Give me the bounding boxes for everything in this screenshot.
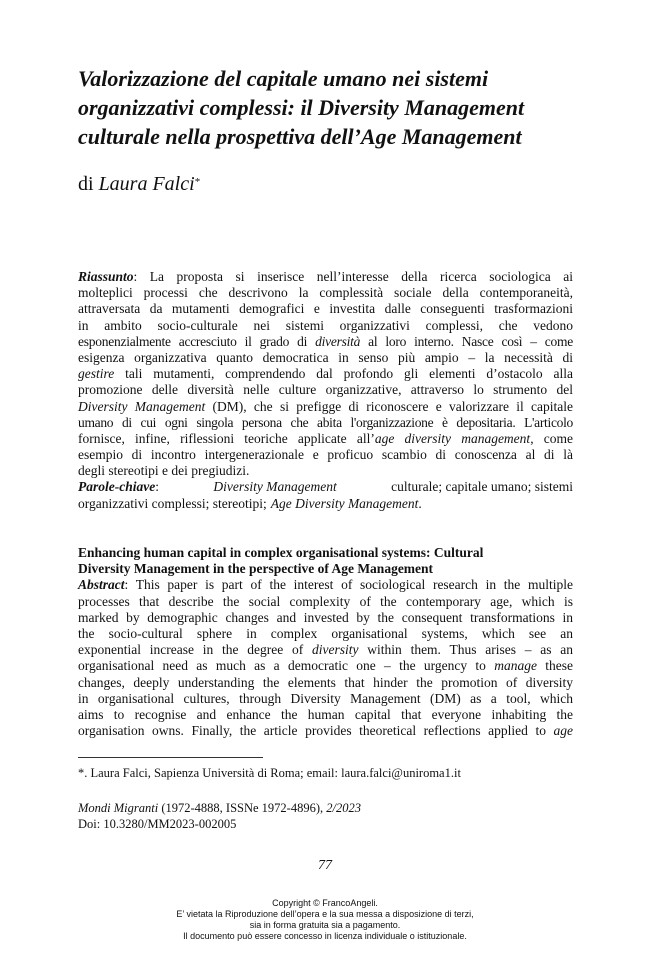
riassunto-label: Riassunto	[78, 269, 134, 284]
text-line: changes, deeply understanding the elements that hinder the promotion of diversity	[78, 674, 573, 690]
page-number: 77	[318, 858, 332, 873]
english-title-line: Enhancing human capital in complex organisational systems: Cultural	[78, 545, 484, 560]
text-line: organisational need as much as a democratic one – the urgency to manage these	[78, 658, 573, 674]
author-footnote-mark: *	[194, 176, 201, 188]
text-line: molteplici processi che descrivono la complessità sociale della contemporaneità,	[78, 285, 573, 301]
abstract-label: Abstract	[78, 577, 125, 593]
keywords-line: Parole-chiave: Diversity Management culturale; capitale umano; sistemi	[78, 479, 573, 495]
journal-line: Mondi Migranti (1972-4888, ISSNe 1972-4896), 2/2023	[78, 801, 361, 815]
author-line	[78, 172, 200, 196]
author-prefix: di	[78, 173, 94, 195]
text-line: marked by demographic changes and invested by the consequent transformations in	[78, 609, 573, 625]
paper-title	[78, 64, 598, 151]
keywords-line: organizzativi complessi; stereotipi; Age Diversity Management.	[78, 495, 422, 511]
copyright-line: E’ vietata la Riproduzione dell’opera e la sua messa a disposizione di terzi,	[176, 909, 474, 919]
text-line: organisation owns. Finally, the article provides theoretical reflections applied to age	[78, 723, 574, 739]
author-name: Laura Falci	[98, 173, 195, 195]
text-line: in organisational cultures, through Diversity Management (DM) as a tool, which	[78, 690, 573, 706]
text-line: Abstract: This paper is part of the interest of sociological research in the multiple	[78, 577, 573, 593]
text-line: processes that describe the social complexity of the contemporary age, which is	[78, 593, 573, 609]
keywords-label: Parole-chiave	[78, 479, 156, 495]
abstract-section	[78, 545, 573, 739]
text-line: esigenza organizzativa quanto democratica in senso più ampio – la necessità di	[78, 349, 573, 365]
text-line: degli stereotipi e dei pregiudizi.	[78, 463, 250, 479]
text-line: the socio-cultural sphere in complex organisational systems, which see an	[78, 625, 573, 641]
copyright-line: Copyright © FrancoAngeli.	[272, 898, 378, 908]
riassunto-section	[78, 269, 573, 512]
text-line: promozione delle diversità nelle culture organizzative, attraverso lo strumento del	[78, 382, 573, 398]
text-line: umano di cui ogni singola persona che abita l'organizzazione è depositaria. L'articolo	[78, 414, 573, 430]
copyright-line: Il documento può essere concesso in licenza individuale o istituzionale.	[183, 931, 467, 941]
text-line: aims to recognise and enhance the human capital that everyone inhabiting the	[78, 706, 573, 722]
text-line: esempio di incontro intergenerazionale e proficuo scambio di conoscenza al di là	[78, 447, 573, 463]
text-line: Diversity Management (DM), che si prefigge di riconoscere e valorizzare il capitale	[78, 398, 573, 414]
footnote-divider	[78, 757, 263, 758]
journal-citation	[78, 800, 361, 832]
text-line: attraversata da mutamenti demografici e investita dalle conseguenti trasformazioni	[78, 301, 573, 317]
text-line: fornisce, infine, riflessioni teoriche applicate all’age diversity management, come	[78, 430, 573, 446]
title-line: Valorizzazione del capitale umano nei sistemi	[78, 66, 489, 91]
copyright-notice	[0, 898, 650, 942]
title-line: organizzativi complessi: il Diversity Management	[78, 95, 525, 120]
text-line: gestire tali mutamenti, comprendendo dal profondo gli elementi d’ostacolo alla	[78, 366, 573, 382]
text-line: exponential increase in the degree of diversity within them. Thus arises – as an	[78, 642, 574, 658]
text-line: Riassunto: La proposta si inserisce nell’interesse della ricerca sociologica ai	[78, 269, 573, 284]
doi: Doi: 10.3280/MM2023-002005	[78, 817, 237, 831]
author-footnote: *. Laura Falci, Sapienza Università di Roma; email: laura.falci@uniroma1.it	[78, 766, 461, 780]
copyright-line: sia in forma gratuita sia a pagamento.	[249, 920, 401, 930]
title-line: culturale nella prospettiva dell’Age Management	[78, 124, 522, 149]
journal-name: Mondi Migranti	[78, 801, 159, 815]
text-line: in ambito socio-culturale nei sistemi organizzativi complessi, che vedono	[78, 317, 573, 333]
text-line: esponenzialmente accresciuto il grado di diversità al loro interno. Nasce così – come	[78, 333, 573, 349]
journal-issue: 2/2023	[326, 801, 361, 815]
english-title-line: Diversity Management in the perspective of Age Management	[78, 561, 434, 577]
